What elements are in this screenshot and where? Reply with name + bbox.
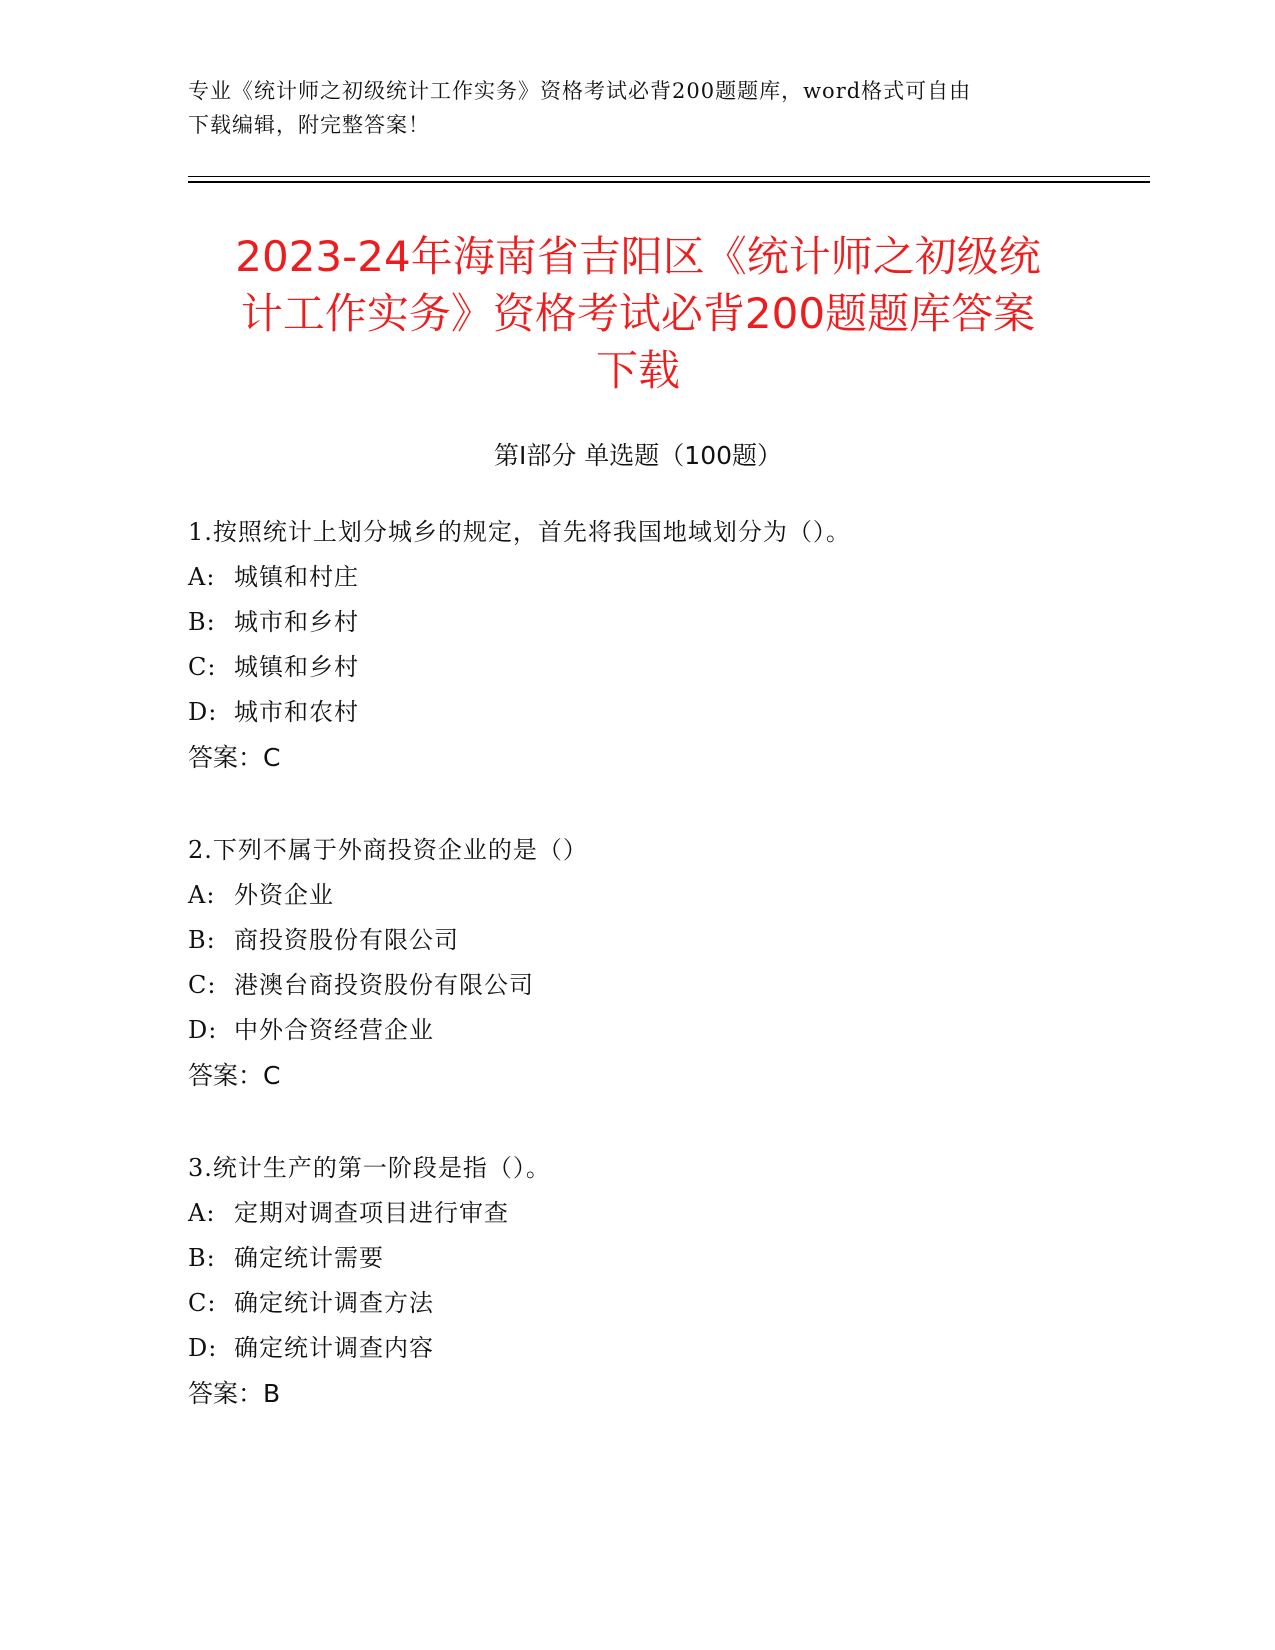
option-text: 城镇和乡村 — [234, 653, 359, 681]
option-text: 外资企业 — [234, 881, 334, 909]
title-line-3: 下载 — [595, 346, 680, 395]
option-letter: C: — [188, 653, 217, 681]
answer-line: 答案：C — [188, 743, 281, 772]
option-text: 商投资股份有限公司 — [234, 926, 459, 954]
answer-line: 答案：B — [188, 1379, 281, 1408]
question-text: 2.下列不属于外商投资企业的是（） — [188, 836, 588, 864]
header-rule-thin — [188, 176, 1150, 177]
option-text: 确定统计需要 — [234, 1244, 384, 1272]
option-letter: D: — [188, 1334, 218, 1362]
option-letter: D: — [188, 698, 218, 726]
option-text: 城市和乡村 — [234, 608, 359, 636]
option-c — [188, 645, 1138, 690]
option-letter: A: — [188, 1199, 216, 1227]
option-a — [188, 873, 1138, 918]
option-d — [188, 1008, 1138, 1053]
section-heading: 第Ⅰ部分 单选题（100题） — [493, 441, 783, 470]
option-d — [188, 1326, 1138, 1371]
option-text: 港澳台商投资股份有限公司 — [234, 971, 534, 999]
question-1 — [188, 510, 1138, 780]
option-text: 定期对调查项目进行审查 — [234, 1199, 509, 1227]
document-title — [188, 228, 1088, 399]
option-text: 中外合资经营企业 — [234, 1016, 434, 1044]
option-text: 城镇和村庄 — [234, 563, 359, 591]
title-line-2: 计工作实务》资格考试必背200题题库答案 — [240, 289, 1036, 338]
option-b — [188, 1236, 1138, 1281]
header-rule-thick — [188, 181, 1150, 183]
option-text: 确定统计调查方法 — [234, 1289, 434, 1317]
option-letter: B: — [188, 608, 216, 636]
option-letter: B: — [188, 1244, 216, 1272]
option-b — [188, 918, 1138, 963]
question-text: 3.统计生产的第一阶段是指（）。 — [188, 1154, 551, 1182]
option-letter: A: — [188, 881, 216, 909]
document-intro — [188, 74, 1088, 142]
title-line-1: 2023-24年海南省吉阳区《统计师之初级统 — [235, 232, 1041, 281]
option-letter: C: — [188, 1289, 217, 1317]
option-d — [188, 690, 1138, 735]
option-letter: B: — [188, 926, 216, 954]
option-b — [188, 600, 1138, 645]
question-3 — [188, 1146, 1138, 1416]
answer-line: 答案：C — [188, 1061, 281, 1090]
intro-line-1: 专业《统计师之初级统计工作实务》资格考试必背200题题库，word格式可自由 — [188, 79, 972, 103]
option-letter: A: — [188, 563, 216, 591]
option-letter: D: — [188, 1016, 218, 1044]
option-text: 确定统计调查内容 — [234, 1334, 434, 1362]
option-c — [188, 963, 1138, 1008]
option-letter: C: — [188, 971, 217, 999]
question-text: 1.按照统计上划分城乡的规定，首先将我国地域划分为（）。 — [188, 518, 851, 546]
option-a — [188, 1191, 1138, 1236]
intro-line-2: 下载编辑，附完整答案！ — [188, 113, 430, 137]
question-2 — [188, 828, 1138, 1098]
option-a — [188, 555, 1138, 600]
option-text: 城市和农村 — [234, 698, 359, 726]
option-c — [188, 1281, 1138, 1326]
